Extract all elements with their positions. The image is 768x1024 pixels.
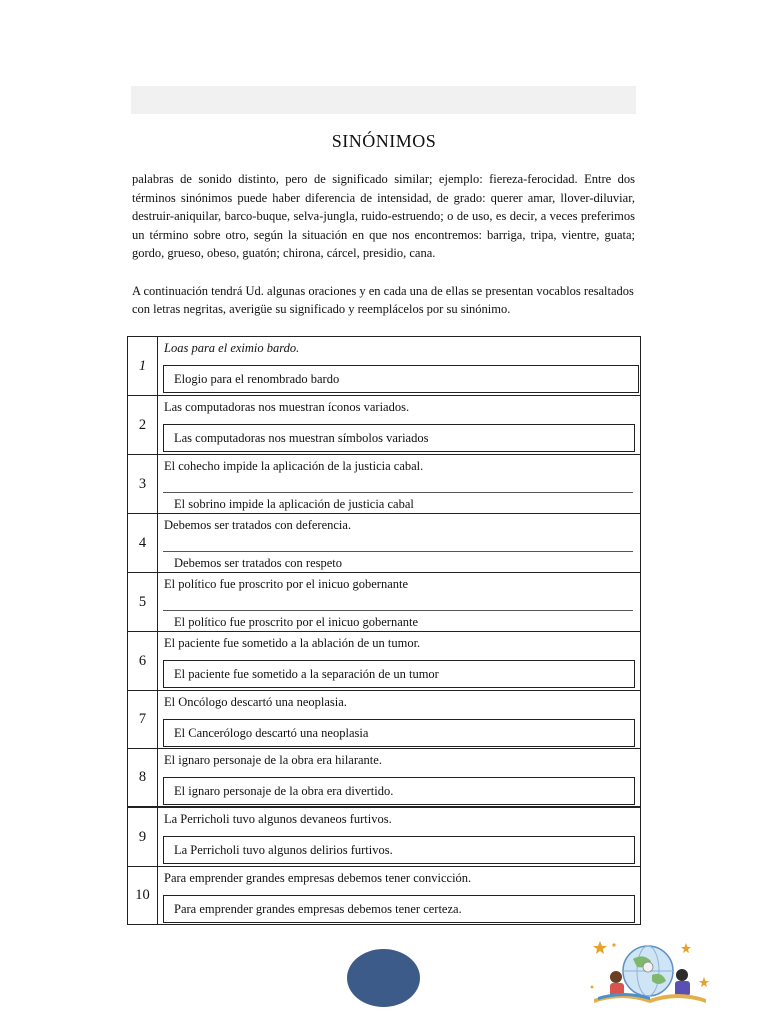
answer-box[interactable] [163,895,635,923]
table-row [127,632,641,691]
answer-line [163,492,633,493]
table-row [127,396,641,455]
original-sentence: Debemos ser tratados con deferencia. [164,518,352,532]
original-sentence: El paciente fue sometido a la ablación de un tumor. [164,636,421,650]
answer-text[interactable]: El político fue proscrito por el inicuo gobernante [174,615,419,629]
answer-box[interactable] [163,836,635,864]
row-number: 6 [128,632,158,690]
page-title: SINÓNIMOS [331,131,437,151]
answer-box[interactable] [163,365,639,393]
intro-paragraph-1: palabras de sonido distinto, pero de significado similar; ejemplo: fiereza-ferocidad. Entre dos términos sinónimos puede haber diferencia de intensidad, de grado: querer amar, llover-diluviar, destruir-aniquilar, barco-buque, selva-jungla, ruido-estruendo; o de uso, es decir, a veces preferimos un término sobre otro, según la situación en que nos encontremos: barriga, tripa, vientre, guata; gordo, grueso, obeso, guatón; chirona, cárcel, presidio, cana. [132,172,635,261]
table-row [127,514,641,573]
row-number: 8 [128,749,158,806]
original-sentence: El político fue proscrito por el inicuo gobernante [164,577,409,591]
answer-box[interactable] [163,777,635,805]
answer-text: Para emprender grandes empresas debemos tener certeza. [174,901,462,916]
answer-box[interactable] [163,660,635,688]
table-row [127,867,641,925]
table-row [127,455,641,514]
table-row [127,573,641,632]
answer-text: El paciente fue sometido a la separación de un tumor [174,666,439,681]
answer-text: Elogio para el renombrado bardo [174,371,340,386]
row-number: 3 [128,455,158,513]
original-sentence: El Oncólogo descartó una neoplasia. [164,695,347,709]
original-sentence: El ignaro personaje de la obra era hilarante. [164,753,382,767]
table-row [127,808,641,867]
row-number: 5 [128,573,158,631]
row-number: 4 [128,514,158,572]
row-number: 10 [128,867,158,924]
answer-line [163,551,633,552]
page-number-oval [347,949,420,1007]
original-sentence: El cohecho impide la aplicación de la justicia cabal. [164,459,424,473]
intro-paragraph-2: A continuación tendrá Ud. algunas oraciones y en cada una de ellas se presentan vocablos resaltados con letras negritas, averigüe su significado y reemplácelos por su sinónimo. [132,284,634,316]
answer-text[interactable]: El sobrino impide la aplicación de justicia cabal [174,497,414,511]
globe-children-icon [586,937,714,1007]
header-band [131,86,636,114]
original-sentence: Loas para el eximio bardo. [164,341,300,355]
table-row [127,337,641,396]
answer-text: El Cancerólogo descartó una neoplasia [174,725,369,740]
answer-text: La Perricholi tuvo algunos delirios furtivos. [174,842,393,857]
row-number: 9 [128,808,158,866]
answer-text[interactable]: Debemos ser tratados con respeto [174,556,342,570]
table-row [127,749,641,808]
row-number: 1 [128,337,158,395]
answer-text: El ignaro personaje de la obra era divertido. [174,783,394,798]
exercise-table [127,336,641,925]
original-sentence: Para emprender grandes empresas debemos tener convicción. [164,871,472,885]
answer-text: Las computadoras nos muestran símbolos variados [174,430,429,445]
answer-line [163,610,633,611]
table-row [127,691,641,749]
answer-box[interactable] [163,719,635,747]
row-number: 2 [128,396,158,454]
original-sentence: Las computadoras nos muestran íconos variados. [164,400,410,414]
answer-box[interactable] [163,424,635,452]
original-sentence: La Perricholi tuvo algunos devaneos furtivos. [164,812,392,826]
row-number: 7 [128,691,158,748]
